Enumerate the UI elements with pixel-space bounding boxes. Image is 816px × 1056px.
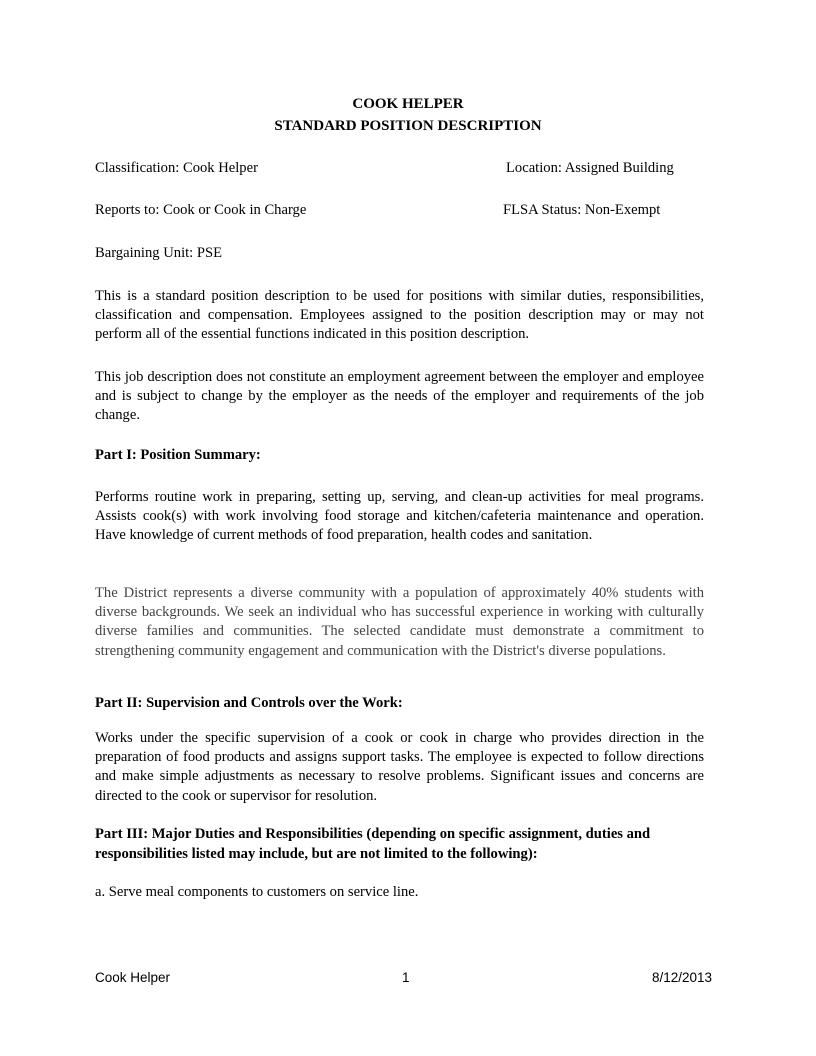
part1-heading: Part I: Position Summary:	[95, 447, 261, 463]
document-subtitle: STANDARD POSITION DESCRIPTION	[274, 118, 542, 134]
district-statement-paragraph: The District represents a diverse community with a population of approximately 40% students with diverse backgrounds. We seek an individual who has successful experience in working with culturally diverse families and communities. The selected candidate must demonstrate a commitment to strengthening community engagement and communication with the District's diverse populations.	[95, 585, 704, 659]
location-field: Location: Assigned Building	[506, 160, 674, 176]
reports-to-field: Reports to: Cook or Cook in Charge	[95, 202, 307, 218]
supervision-paragraph: Works under the specific supervision of a cook or cook in charge who provides direction in the preparation of food products and assigns support tasks. The employee is expected to follow directions and make simple adjustments as necessary to resolve problems. Significant issues and concerns are directed to the cook or supervisor for resolution.	[95, 730, 704, 804]
part3-heading: Part III: Major Duties and Responsibilities (depending on specific assignment, duties and responsibilities listed may include, but are not limited to the following):	[95, 826, 651, 862]
part2-heading: Part II: Supervision and Controls over the Work:	[95, 695, 403, 711]
footer-document-name: Cook Helper	[95, 970, 171, 985]
disclaimer-paragraph: This job description does not constitute an employment agreement between the employer and employee and is subject to change by the employer as the needs of the employer and requirements of the job change.	[95, 369, 704, 424]
duty-item-a: a. Serve meal components to customers on service line.	[95, 884, 419, 900]
footer-date: 8/12/2013	[652, 970, 713, 985]
bargaining-unit-field: Bargaining Unit: PSE	[95, 245, 223, 261]
footer-page-number: 1	[402, 970, 410, 985]
document-title: COOK HELPER	[352, 96, 464, 112]
classification-field: Classification: Cook Helper	[95, 160, 258, 176]
flsa-status-field: FLSA Status: Non-Exempt	[503, 202, 661, 218]
position-summary-paragraph: Performs routine work in preparing, setting up, serving, and clean-up activities for meal programs. Assists cook(s) with work involving food storage and kitchen/cafeteria maintenance and operation. Have knowledge of current methods of food preparation, health codes and sanitation.	[95, 489, 704, 544]
intro-paragraph: This is a standard position description to be used for positions with similar duties, responsibilities, classification and compensation. Employees assigned to the position description may or may not perform all of the essential functions indicated in this position description.	[95, 288, 704, 343]
